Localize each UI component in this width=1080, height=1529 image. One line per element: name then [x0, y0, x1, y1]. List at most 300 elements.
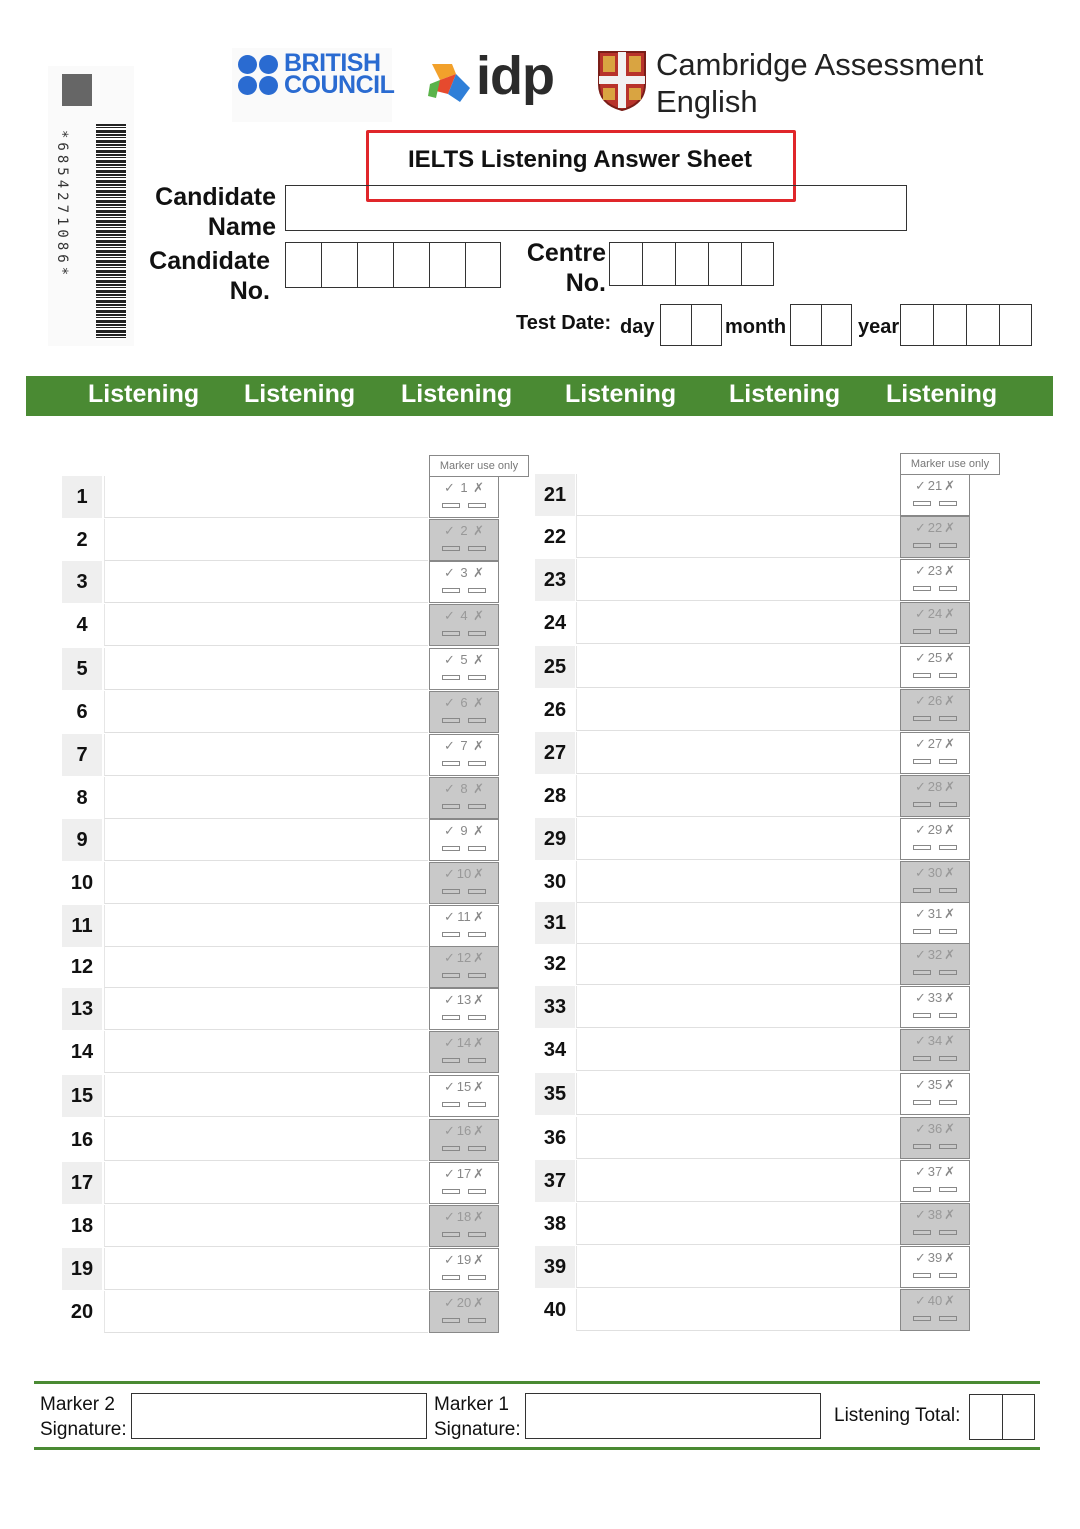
tick-mark-box[interactable] [442, 1318, 460, 1323]
answer-field[interactable] [576, 1029, 900, 1071]
test-date-label: Test Date: [516, 312, 612, 334]
marker-number: 5 [460, 652, 468, 667]
marker-cell [900, 474, 970, 516]
tick-mark-box[interactable] [913, 1144, 931, 1149]
question-number: 29 [535, 818, 575, 860]
barcode-square [62, 74, 92, 106]
tick-icon: ✓ [915, 606, 926, 621]
cross-mark-box[interactable] [939, 1100, 957, 1105]
idp-logo-icon [426, 54, 474, 104]
question-number: 8 [76, 787, 88, 809]
tick-mark-box[interactable] [442, 1146, 460, 1151]
answer-field[interactable] [104, 734, 428, 776]
question-number: 16 [70, 1129, 94, 1151]
cross-mark-box[interactable] [468, 804, 486, 809]
marker-number: 30 [927, 865, 943, 880]
tick-mark-box[interactable] [442, 675, 460, 680]
marker-cell [900, 602, 970, 644]
tick-icon: ✓ [444, 1209, 455, 1224]
question-number: 20 [70, 1301, 94, 1323]
question-number: 10 [70, 872, 94, 894]
cross-mark-box[interactable] [939, 1013, 957, 1018]
marker-number: 18 [456, 1209, 472, 1224]
marker-cell [900, 1029, 970, 1071]
marker-number: 22 [927, 520, 943, 535]
listening-total-field[interactable] [969, 1394, 1035, 1440]
cross-icon: ✗ [473, 738, 484, 753]
answer-field[interactable] [104, 648, 428, 690]
cross-mark-box[interactable] [939, 586, 957, 591]
cross-icon: ✗ [473, 1252, 484, 1267]
cross-mark-box[interactable] [468, 675, 486, 680]
tick-icon: ✓ [444, 1035, 455, 1050]
cross-mark-box[interactable] [468, 932, 486, 937]
candidate-no-field[interactable] [285, 242, 501, 288]
marker-cell [429, 988, 499, 1030]
answer-field[interactable] [576, 1203, 900, 1245]
marker-cell [429, 561, 499, 603]
answer-field[interactable] [576, 516, 900, 558]
marker-cell [429, 1291, 499, 1333]
tick-mark-box[interactable] [913, 802, 931, 807]
question-number: 39 [535, 1246, 575, 1288]
marker-number: 21 [927, 478, 943, 493]
tick-icon: ✓ [915, 1121, 926, 1136]
marker1-signature-field[interactable] [525, 1393, 821, 1439]
answer-field[interactable] [104, 1031, 428, 1073]
answer-field[interactable] [576, 474, 900, 516]
cross-mark-box[interactable] [468, 631, 486, 636]
test-date-day-label: day [620, 316, 655, 338]
tick-icon: ✓ [915, 736, 926, 751]
marker-cell [429, 819, 499, 861]
cross-mark-box[interactable] [468, 1232, 486, 1237]
tick-icon: ✓ [444, 909, 455, 924]
marker-number: 2 [460, 523, 468, 538]
cross-mark-box[interactable] [939, 543, 957, 548]
question-number: 30 [543, 871, 567, 893]
marker-number: 29 [927, 822, 943, 837]
tick-mark-box[interactable] [442, 1015, 460, 1020]
marker-cell [900, 559, 970, 601]
question-number: 34 [543, 1039, 567, 1061]
tick-mark-box[interactable] [442, 588, 460, 593]
answer-field[interactable] [576, 1246, 900, 1288]
marker-cell [429, 1031, 499, 1073]
cross-mark-box[interactable] [939, 629, 957, 634]
answer-field[interactable] [576, 861, 900, 903]
tick-icon: ✓ [915, 650, 926, 665]
answer-field[interactable] [576, 986, 900, 1028]
footer-bottom-rule [34, 1447, 1040, 1450]
marker-number: 8 [460, 781, 468, 796]
question-number: 24 [543, 612, 567, 634]
marker-cell [900, 1246, 970, 1288]
tick-icon: ✓ [915, 520, 926, 535]
question-number: 33 [535, 986, 575, 1028]
listening-total-label: Listening Total: [834, 1405, 961, 1426]
cross-icon: ✗ [944, 1121, 955, 1136]
answer-field[interactable] [576, 732, 900, 774]
tick-icon: ✓ [444, 781, 455, 796]
cross-mark-box[interactable] [939, 970, 957, 975]
tick-mark-box[interactable] [442, 932, 460, 937]
tick-mark-box[interactable] [442, 503, 460, 508]
answer-field[interactable] [104, 1248, 428, 1290]
tick-mark-box[interactable] [913, 759, 931, 764]
marker-number: 3 [460, 565, 468, 580]
marker-use-only-header: Marker use only [900, 453, 1000, 475]
marker-cell [429, 476, 499, 518]
candidate-no-label: Candidate No. [149, 247, 270, 305]
cross-mark-box[interactable] [939, 1273, 957, 1278]
answer-field[interactable] [576, 1289, 900, 1331]
cross-icon: ✗ [944, 693, 955, 708]
tick-icon: ✓ [444, 1252, 455, 1267]
question-number: 5 [62, 648, 102, 690]
marker-number: 36 [927, 1121, 943, 1136]
question-number: 3 [62, 561, 102, 603]
tick-mark-box[interactable] [442, 631, 460, 636]
tick-icon: ✓ [444, 652, 455, 667]
tick-icon: ✓ [915, 1207, 926, 1222]
marker-cell [429, 946, 499, 988]
test-date-month-field[interactable] [790, 304, 852, 346]
tick-icon: ✓ [915, 865, 926, 880]
question-number: 15 [62, 1075, 102, 1117]
cross-icon: ✗ [944, 865, 955, 880]
marker-cell [900, 516, 970, 558]
marker-number: 13 [456, 992, 472, 1007]
cross-icon: ✗ [944, 563, 955, 578]
question-number: 19 [62, 1248, 102, 1290]
answer-field[interactable] [104, 1291, 428, 1333]
answer-field[interactable] [104, 1119, 428, 1161]
test-date-year-label: year [858, 316, 900, 338]
answer-field[interactable] [576, 646, 900, 688]
answer-field[interactable] [104, 819, 428, 861]
answer-field[interactable] [104, 1162, 428, 1204]
cross-mark-box[interactable] [939, 802, 957, 807]
marker-cell [429, 519, 499, 561]
question-number: 1 [62, 476, 102, 518]
answer-field[interactable] [576, 775, 900, 817]
tick-mark-box[interactable] [442, 889, 460, 894]
tick-icon: ✓ [444, 565, 455, 580]
banner-label: Listening [88, 380, 200, 408]
tick-icon: ✓ [915, 1033, 926, 1048]
tick-mark-box[interactable] [913, 970, 931, 975]
cross-icon: ✗ [944, 1250, 955, 1265]
cross-icon: ✗ [944, 1293, 955, 1308]
marker-cell [900, 732, 970, 774]
marker1-signature-label: Marker 1 Signature: [434, 1394, 521, 1440]
cross-mark-box[interactable] [939, 1316, 957, 1321]
footer-top-rule [34, 1381, 1040, 1384]
answer-field[interactable] [576, 902, 900, 944]
answer-field[interactable] [576, 818, 900, 860]
marker-cell [429, 734, 499, 776]
answer-field[interactable] [104, 905, 428, 947]
tick-mark-box[interactable] [913, 1013, 931, 1018]
marker-number: 1 [460, 480, 468, 495]
cross-mark-box[interactable] [468, 1275, 486, 1280]
marker-cell [900, 818, 970, 860]
test-date-month-label: month [725, 316, 787, 338]
banner-label: Listening [401, 380, 513, 408]
question-number: 36 [543, 1127, 567, 1149]
cross-mark-box[interactable] [468, 503, 486, 508]
cross-mark-box[interactable] [468, 1189, 486, 1194]
cross-icon: ✗ [473, 1209, 484, 1224]
tick-mark-box[interactable] [913, 716, 931, 721]
marker-number: 9 [460, 823, 468, 838]
question-number: 2 [76, 529, 88, 551]
cross-icon: ✗ [944, 520, 955, 535]
marker-number: 26 [927, 693, 943, 708]
cross-mark-box[interactable] [468, 1146, 486, 1151]
cross-mark-box[interactable] [939, 1230, 957, 1235]
cross-icon: ✗ [944, 947, 955, 962]
marker-number: 4 [460, 608, 468, 623]
answer-field[interactable] [576, 943, 900, 985]
tick-mark-box[interactable] [442, 846, 460, 851]
marker-cell [900, 861, 970, 903]
tick-icon: ✓ [915, 1293, 926, 1308]
answer-field[interactable] [104, 691, 428, 733]
question-number: 23 [535, 559, 575, 601]
cross-icon: ✗ [473, 950, 484, 965]
marker-cell [900, 1289, 970, 1331]
test-date-day-field[interactable] [660, 304, 722, 346]
cambridge-wordmark: Cambridge Assessment English [656, 47, 984, 119]
answer-field[interactable] [576, 1073, 900, 1115]
answer-field[interactable] [104, 777, 428, 819]
cambridge-shield-icon [597, 50, 647, 112]
cross-icon: ✗ [944, 779, 955, 794]
tick-mark-box[interactable] [442, 546, 460, 551]
cross-icon: ✗ [473, 695, 484, 710]
tick-mark-box[interactable] [913, 929, 931, 934]
answer-field[interactable] [576, 689, 900, 731]
tick-mark-box[interactable] [442, 1058, 460, 1063]
cross-icon: ✗ [473, 565, 484, 580]
cross-icon: ✗ [473, 823, 484, 838]
tick-mark-box[interactable] [442, 718, 460, 723]
cross-icon: ✗ [473, 1079, 484, 1094]
answer-field[interactable] [104, 604, 428, 646]
tick-icon: ✓ [915, 478, 926, 493]
cross-mark-box[interactable] [468, 889, 486, 894]
cross-icon: ✗ [473, 1166, 484, 1181]
marker-number: 34 [927, 1033, 943, 1048]
answer-field[interactable] [576, 559, 900, 601]
question-number: 37 [535, 1160, 575, 1202]
marker2-signature-field[interactable] [131, 1393, 427, 1439]
question-number: 17 [62, 1162, 102, 1204]
marker-number: 6 [460, 695, 468, 710]
cross-mark-box[interactable] [468, 973, 486, 978]
listening-banner [26, 376, 1053, 416]
tick-icon: ✓ [915, 563, 926, 578]
cross-mark-box[interactable] [468, 1058, 486, 1063]
tick-mark-box[interactable] [442, 973, 460, 978]
question-number: 26 [543, 699, 567, 721]
banner-label: Listening [565, 380, 677, 408]
tick-mark-box[interactable] [442, 1275, 460, 1280]
tick-icon: ✓ [915, 990, 926, 1005]
tick-mark-box[interactable] [913, 673, 931, 678]
marker-number: 15 [456, 1079, 472, 1094]
tick-mark-box[interactable] [913, 629, 931, 634]
page-title: IELTS Listening Answer Sheet [407, 146, 753, 173]
marker2-signature-label: Marker 2 Signature: [40, 1394, 127, 1440]
question-number: 6 [76, 701, 88, 723]
cross-icon: ✗ [944, 822, 955, 837]
tick-mark-box[interactable] [913, 845, 931, 850]
marker-number: 37 [927, 1164, 943, 1179]
marker-number: 28 [927, 779, 943, 794]
marker-number: 19 [456, 1252, 472, 1267]
cross-mark-box[interactable] [939, 759, 957, 764]
tick-icon: ✓ [444, 1295, 455, 1310]
cross-mark-box[interactable] [939, 501, 957, 506]
marker-cell [429, 604, 499, 646]
centre-no-label: Centre No. [526, 239, 606, 297]
tick-mark-box[interactable] [913, 543, 931, 548]
question-number: 14 [70, 1041, 94, 1063]
question-number: 12 [70, 956, 94, 978]
cross-icon: ✗ [473, 1295, 484, 1310]
tick-mark-box[interactable] [442, 804, 460, 809]
tick-mark-box[interactable] [913, 1056, 931, 1061]
cross-mark-box[interactable] [468, 761, 486, 766]
cross-icon: ✗ [944, 990, 955, 1005]
marker-cell [429, 862, 499, 904]
cross-mark-box[interactable] [939, 1056, 957, 1061]
tick-icon: ✓ [444, 1079, 455, 1094]
answer-field[interactable] [104, 946, 428, 988]
cross-mark-box[interactable] [939, 1187, 957, 1192]
cross-mark-box[interactable] [939, 716, 957, 721]
tick-mark-box[interactable] [442, 1102, 460, 1107]
question-number: 31 [535, 902, 575, 944]
tick-mark-box[interactable] [913, 1100, 931, 1105]
answer-field[interactable] [104, 1205, 428, 1247]
cross-mark-box[interactable] [939, 1144, 957, 1149]
banner-label: Listening [886, 380, 998, 408]
tick-mark-box[interactable] [913, 1187, 931, 1192]
question-number: 25 [535, 646, 575, 688]
marker-number: 12 [456, 950, 472, 965]
tick-icon: ✓ [444, 738, 455, 753]
cross-mark-box[interactable] [939, 888, 957, 893]
marker-cell [429, 648, 499, 690]
cross-mark-box[interactable] [468, 546, 486, 551]
cross-mark-box[interactable] [468, 588, 486, 593]
tick-mark-box[interactable] [442, 761, 460, 766]
marker-number: 40 [927, 1293, 943, 1308]
answer-field[interactable] [104, 561, 428, 603]
cross-icon: ✗ [944, 1077, 955, 1092]
marker-number: 39 [927, 1250, 943, 1265]
marker-cell [429, 1248, 499, 1290]
cross-mark-box[interactable] [468, 1015, 486, 1020]
cross-mark-box[interactable] [939, 929, 957, 934]
cross-mark-box[interactable] [468, 1318, 486, 1323]
marker-number: 20 [456, 1295, 472, 1310]
tick-mark-box[interactable] [913, 1230, 931, 1235]
marker-number: 35 [927, 1077, 943, 1092]
tick-mark-box[interactable] [913, 501, 931, 506]
cross-icon: ✗ [473, 608, 484, 623]
candidate-name-field[interactable] [285, 185, 907, 231]
tick-mark-box[interactable] [913, 888, 931, 893]
question-number: 32 [543, 953, 567, 975]
answer-field[interactable] [104, 862, 428, 904]
marker-cell [900, 1117, 970, 1159]
tick-icon: ✓ [444, 480, 455, 495]
british-council-wordmark: BRITISH COUNCIL [284, 49, 395, 99]
marker-cell [900, 986, 970, 1028]
marker-number: 25 [927, 650, 943, 665]
cross-icon: ✗ [944, 1164, 955, 1179]
answer-field[interactable] [104, 988, 428, 1030]
cross-mark-box[interactable] [468, 1102, 486, 1107]
marker-number: 38 [927, 1207, 943, 1222]
marker-cell [900, 1203, 970, 1245]
tick-icon: ✓ [444, 992, 455, 1007]
candidate-name-label: Candidate Name [155, 183, 276, 241]
tick-icon: ✓ [915, 947, 926, 962]
cross-mark-box[interactable] [468, 718, 486, 723]
cross-mark-box[interactable] [939, 845, 957, 850]
marker-cell [429, 1075, 499, 1117]
answer-field[interactable] [576, 602, 900, 644]
marker-cell [429, 777, 499, 819]
tick-icon: ✓ [915, 822, 926, 837]
cross-mark-box[interactable] [468, 846, 486, 851]
question-number: 18 [70, 1215, 94, 1237]
answer-field[interactable] [576, 1117, 900, 1159]
tick-mark-box[interactable] [442, 1189, 460, 1194]
answer-field[interactable] [104, 519, 428, 561]
tick-icon: ✓ [444, 1166, 455, 1181]
marker-number: 27 [927, 736, 943, 751]
question-number: 38 [543, 1213, 567, 1235]
tick-mark-box[interactable] [913, 1316, 931, 1321]
tick-icon: ✓ [915, 693, 926, 708]
tick-mark-box[interactable] [913, 1273, 931, 1278]
cross-icon: ✗ [944, 906, 955, 921]
question-number: 7 [62, 734, 102, 776]
cross-mark-box[interactable] [939, 673, 957, 678]
marker-number: 7 [460, 738, 468, 753]
tick-mark-box[interactable] [442, 1232, 460, 1237]
tick-mark-box[interactable] [913, 586, 931, 591]
question-number: 4 [76, 614, 88, 636]
answer-field[interactable] [576, 1160, 900, 1202]
question-number: 22 [543, 526, 567, 548]
test-date-year-field[interactable] [900, 304, 1032, 346]
centre-no-field[interactable] [609, 242, 774, 286]
cross-icon: ✗ [944, 1207, 955, 1222]
marker-number: 14 [456, 1035, 472, 1050]
answer-field[interactable] [104, 1075, 428, 1117]
marker-cell [429, 691, 499, 733]
answer-field[interactable] [104, 476, 428, 518]
cross-icon: ✗ [473, 523, 484, 538]
